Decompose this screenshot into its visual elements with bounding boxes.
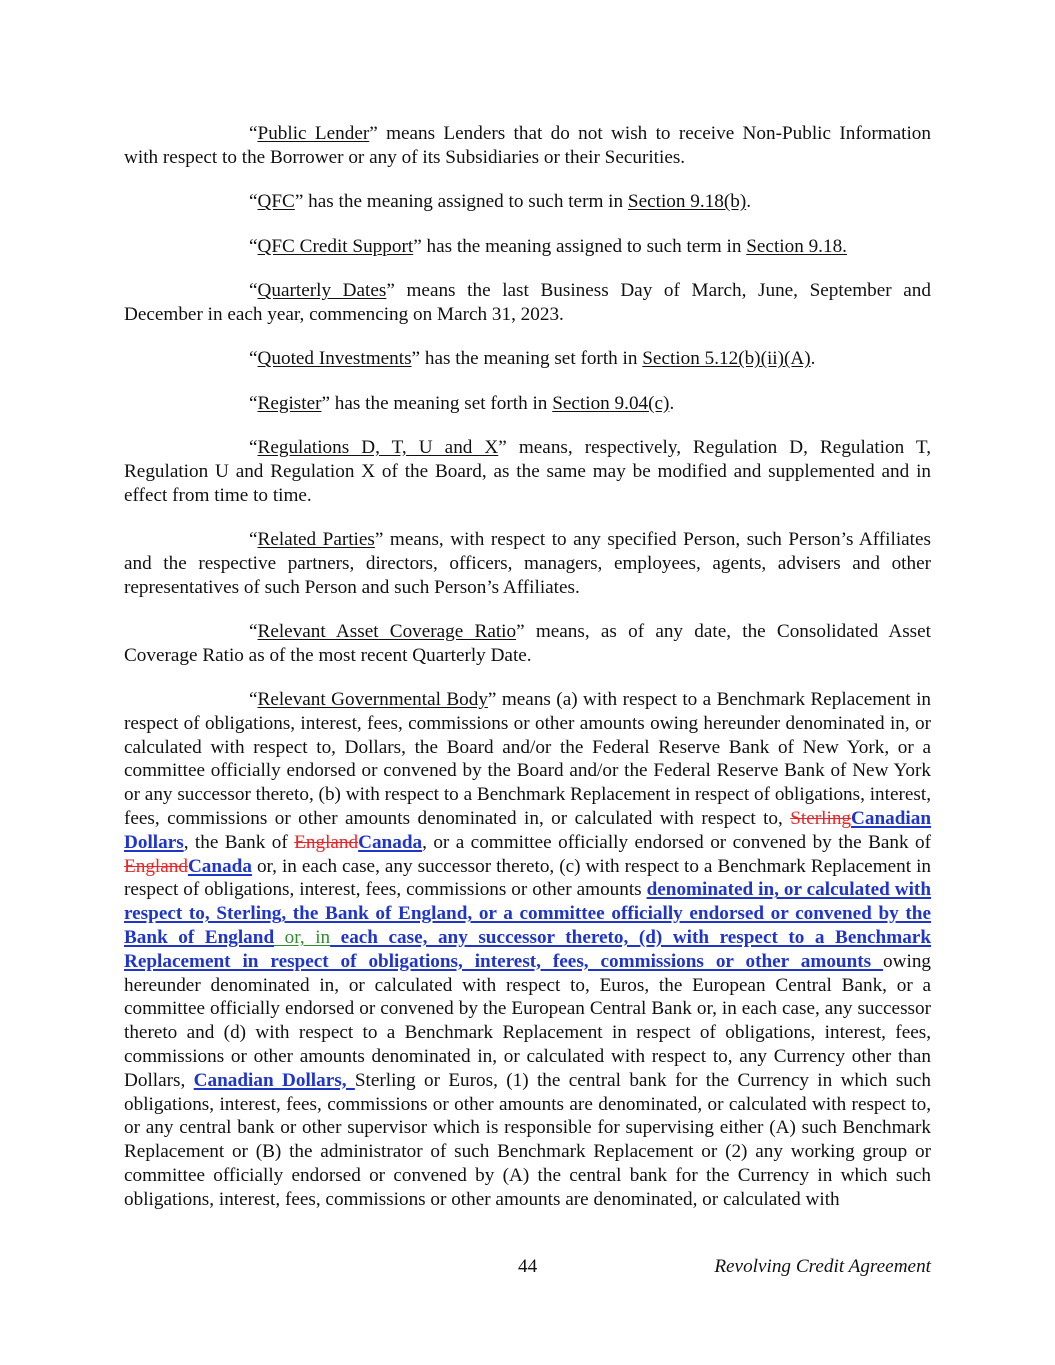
definition-regulations: “Regulations D, T, U and X” means, respectively, Regulation D, Regulation T, Regulation U and Regulation X of the Board, as the same may be modified and supplemented and in effect from time to time. (124, 436, 932, 506)
defined-term: QFC (257, 191, 295, 213)
defined-term: Quarterly Dates (257, 279, 387, 301)
definition-public-lender: “Public Lender” means Lenders that do not wish to receive Non-Public Information with respect to the Borrower or any of its Subsidiaries or their Securities. (124, 123, 931, 168)
definition-qfc-credit-support: “QFC Credit Support” has the meaning assigned to such term in Section 9.18. (249, 235, 847, 257)
section-reference: Section 9.04(c) (552, 392, 670, 414)
deleted-text: England (124, 855, 188, 877)
inserted-text: Canadian Dollars, (193, 1069, 355, 1091)
defined-term: Related Parties (257, 528, 375, 550)
section-reference: Section 5.12(b)(ii)(A) (642, 348, 811, 370)
inserted-text: Canada (187, 855, 252, 877)
deleted-text: England (294, 831, 359, 853)
inserted-text: denominated in, or calculated with respect to, Sterling, the Bank of England, or a committee officially endorsed or convened by the Bank of England (124, 879, 931, 949)
inserted-text: each case, any successor thereto, (d) with respect to a Benchmark Replacement in respect of obligations, interest, fees, commissions or other amounts (124, 927, 931, 972)
page-number: 44 (518, 1256, 538, 1277)
defined-term: Relevant Governmental Body (257, 689, 488, 711)
inserted-text: Canadian Dollars (124, 808, 931, 853)
definition-qfc: “QFC” has the meaning assigned to such term in Section 9.18(b). (249, 191, 752, 213)
inserted-text: Canada (358, 831, 423, 853)
deleted-text: Sterling (790, 808, 852, 830)
defined-term: Register (257, 392, 322, 414)
document-title: Revolving Credit Agreement (714, 1256, 931, 1277)
definition-quarterly-dates: “Quarterly Dates” means the last Business Day of March, June, September and December in each year, commencing on March 31, 2023. (124, 279, 931, 325)
defined-term: Regulations D, T, U and X (257, 436, 499, 458)
section-reference: Section 9.18. (746, 235, 847, 257)
definition-quoted-investments: “Quoted Investments” has the meaning set forth in Section 5.12(b)(ii)(A). (249, 348, 816, 370)
definition-register: “Register” has the meaning set forth in Section 9.04(c). (249, 392, 675, 414)
section-reference: Section 9.18(b) (627, 191, 747, 213)
moved-text: or, in (274, 927, 331, 949)
defined-term: QFC Credit Support (257, 235, 414, 257)
defined-term: Public Lender (257, 123, 370, 144)
defined-term: Quoted Investments (257, 348, 412, 370)
document-page (124, 122, 931, 1232)
page-footer (124, 1256, 931, 1280)
definition-relevant-asset-coverage-ratio: “Relevant Asset Coverage Ratio” means, as of any date, the Consolidated Asset Coverage Ratio as of the most recent Quarterly Date. (124, 620, 931, 666)
definition-related-parties: “Related Parties” means, with respect to any specified Person, such Person’s Affiliates and the respective partners, directors, officers, managers, employees, agents, advisers and other representatives of such Person and such Person’s Affiliates. (124, 528, 931, 598)
definition-relevant-governmental-body: “Relevant Governmental Body” means (a) with respect to a Benchmark Replacement in respect of obligations, interest, fees, commissions or other amounts owing hereunder denominated in, or calculated with respect to, Dollars, the Board and/or the Federal Reserve Bank of New York, or a committee officially endorsed or convened by the Board and/or the Federal Reserve Bank of New York or any successor thereto, (b) with respect to a Benchmark Replacement in respect of obligations, interest, fees, commissions or other amounts denominated in, or calculated with respect to, SterlingCanadian Dollars, the Bank of EnglandCanada, or a committee officially endorsed or convened by the Bank of EnglandCanada or, in each case, any successor thereto, (c) with respect to a Benchmark Replacement in respect of obligations, interest, fees, commissions or other amounts denominated in, or calculated with respect to, Sterling, the Bank of England, or a committee officially endorsed or convened by the Bank of England or, in each case, any successor thereto, (d) with respect to a Benchmark Replacement in respect of obligations, interest, fees, commissions or other amounts owing hereunder denominated in, or calculated with respect to, Euros, the European Central Bank, or a committee officially endorsed or convened by the European Central Bank or, in each case, any successor thereto and (d) with respect to a Benchmark Replacement in respect of obligations, interest, fees, commissions or other amounts denominated in, or calculated with respect to, any Currency other than Dollars, Canadian Dollars, Sterling or Euros, (1) the central bank for the Currency in which such obligations, interest, fees, commissions or other amounts are denominated, or calculated with respect to, or any central bank or other supervisor which is responsible for supervising either (A) such Benchmark Replacement or (B) the administrator of such Benchmark Replacement or (2) any working group or committee officially endorsed or convened by (A) the central bank for the Currency in which such obligations, interest, fees, commissions or other amounts are denominated, or calculated with (124, 689, 931, 1210)
defined-term: Relevant Asset Coverage Ratio (257, 620, 517, 642)
